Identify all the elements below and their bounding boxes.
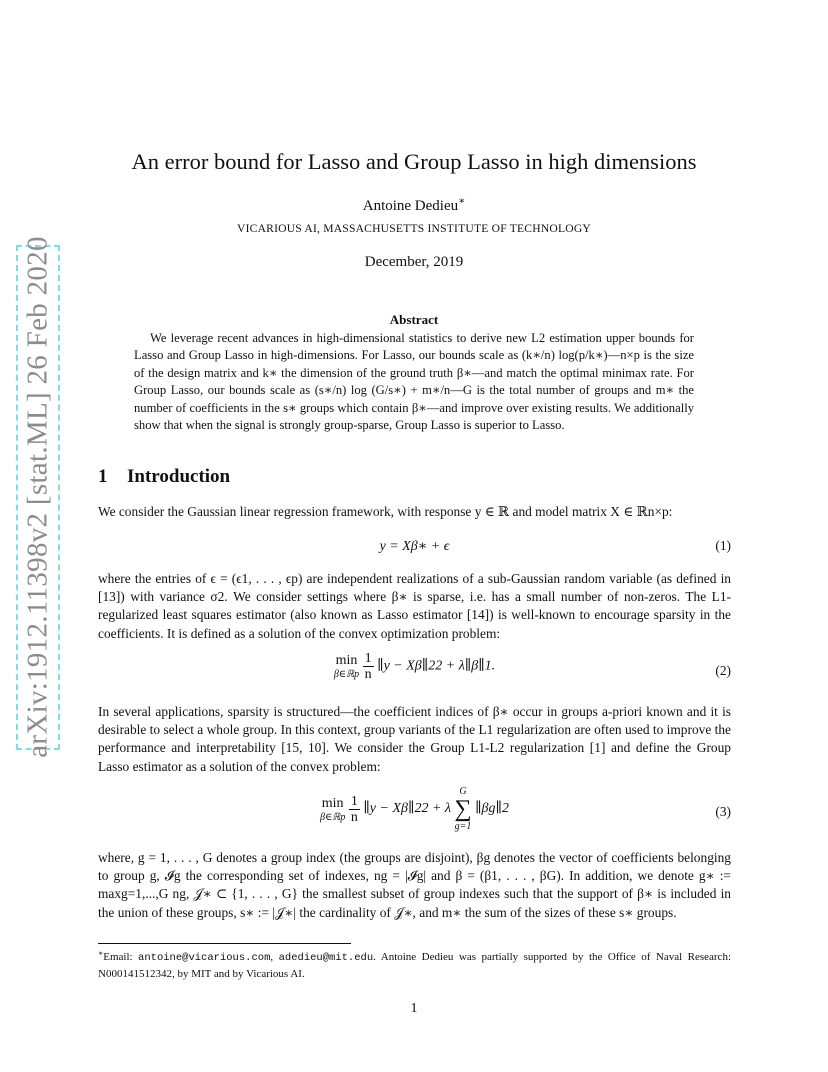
section-title: Introduction: [127, 466, 231, 487]
paragraph-2: where the entries of ϵ = (ϵ1, . . . , ϵp) are independent realizations of a sub-Gaussian random variable (as defined in [13]) with variance σ2. We consider settings where β∗ is sparse, i.e. has a small number of non-zeros. The L1-regularized least squares estimator (also known as Lasso estimator [14]) is well-known to encourage sparsity in the coefficients. It is defined as a solution of the convex optimization problem:: [98, 571, 731, 641]
footnote-label: Email:: [103, 951, 133, 963]
equation-2: [98, 651, 731, 691]
abstract-text: We leverage recent advances in high-dimensional statistics to derive new L2 estimation upper bounds for Lasso and Group Lasso in high-dimensions. For Lasso, our bounds scale as (k∗/n) log(p/k∗)—n×p is the size of the design matrix and k∗ the dimension of the ground truth β∗—and match the optimal minimax rate. For Group Lasso, our bounds scale as (s∗/n) log (G/s∗) + m∗/n—G is the total number of groups and m∗ the number of coefficients in the s∗ groups which contain β∗—and improve over existing results. We additionally show that when the signal is strongly group-sparse, Group Lasso is superior to Lasso.: [134, 331, 694, 433]
equation-2-min: min β∈ℝp: [333, 653, 360, 680]
equation-3: [98, 786, 731, 836]
section-number: 1: [98, 466, 108, 487]
equation-1-number: (1): [715, 538, 731, 553]
paper-title: An error bound for Lasso and Group Lasso in high dimensions: [131, 149, 697, 174]
author-line: [0, 198, 828, 215]
equation-3-expr-left: ∥y − Xβ∥22 + λ: [363, 801, 451, 817]
footnote-mark: ∗: [98, 948, 104, 958]
equation-1: [98, 538, 731, 558]
footnote-email-2[interactable]: adedieu@mit.edu: [278, 952, 374, 964]
equation-3-sum: G ∑ g=1: [454, 786, 472, 832]
paragraph-4: where, g = 1, . . . , G denotes a group index (the groups are disjoint), βg denotes the vector of coefficients belonging to group g, 𝓘g the corresponding set of indexes, ng = |𝓘g| and β = (β1, . . . , βG). In addition, we denote g∗ := maxg=1,...,G ng, 𝒥∗ ⊂ {1, . . . , G} the smallest subset of group indexes such that the support of β∗ is included in the union of these groups, s∗ := |𝒥∗| the cardinality of 𝒥∗, and m∗ the sum of the sizes of these s∗ groups.: [98, 850, 731, 920]
footnote: ∗Email: antoine@vicarious.com, adedieu@mit.edu. Antoine Dedieu was partially supported by the Office of Naval Research: N000141512342, by MIT and by Vicarious AI.: [98, 948, 731, 980]
equation-1-expr: y = Xβ∗ + ϵ: [379, 539, 450, 554]
equation-3-fraction: $\frac{1}{n}$: [350, 793, 358, 825]
equation-3-min: min β∈ℝp: [320, 795, 346, 823]
paper-date: December, 2019: [364, 254, 464, 270]
equation-2-expr: ∥y − Xβ∥22 + λ∥β∥1.: [377, 658, 496, 674]
equation-3-number: (3): [715, 804, 731, 819]
equation-2-fraction: $\frac{1}{n}$: [364, 651, 372, 682]
section-heading: [98, 466, 230, 488]
equation-3-body: [98, 786, 731, 832]
footnote-email-1[interactable]: antoine@vicarious.com: [138, 952, 271, 964]
footnote-rule: [98, 943, 351, 944]
equation-2-number: (2): [715, 663, 731, 678]
equation-3-expr-right: ∥βg∥2: [475, 801, 509, 817]
footnote-text: . Antoine Dedieu was partially supported by the Office of Naval Research: N000141512342, by MIT and by Vicarious AI.: [98, 951, 731, 980]
abstract-heading: Abstract: [389, 312, 439, 327]
author-name: Antoine Dedieu: [362, 198, 459, 214]
paragraph-1: We consider the Gaussian linear regression framework, with response y ∈ ℝ and model matrix X ∈ ℝn×p:: [98, 504, 673, 519]
equation-2-body: [98, 651, 731, 682]
author-footnote-mark[interactable]: ∗: [458, 196, 466, 207]
paragraph-3: In several applications, sparsity is structured—the coefficient indices of β∗ occur in groups a-priori known and it is desirable to select a whole group. In this context, group variants of the L1 regularization are often used to improve the performance and interpretability [15, 10]. We consider the Group L1-L2 regularization [1] and define the Group Lasso estimator as a solution of the convex problem:: [98, 704, 731, 774]
affiliation: VICARIOUS AI, MASSACHUSETTS INSTITUTE OF TECHNOLOGY: [237, 222, 591, 235]
page-number: 1: [410, 1001, 418, 1016]
arxiv-identifier[interactable]: arXiv:1912.11398v2 [stat.ML] 26 Feb 2020: [21, 236, 54, 758]
